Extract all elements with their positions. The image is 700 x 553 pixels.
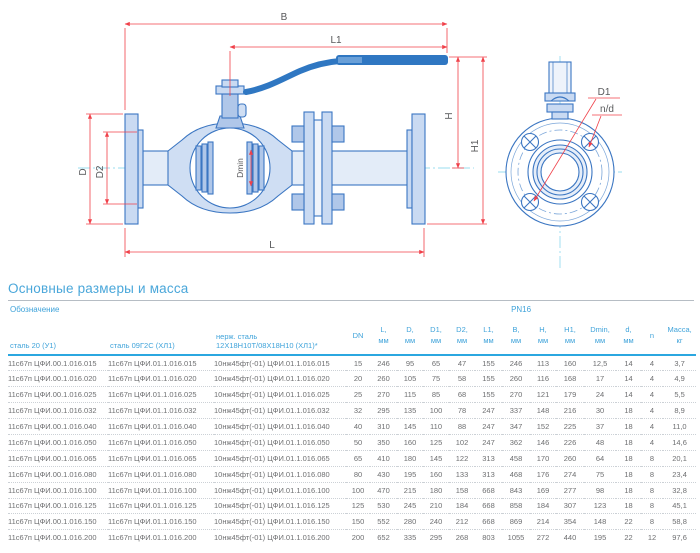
value-cell: 215 (397, 482, 423, 498)
designation-cell-3: 10нж45фт(-01) ЦФИ.01.1.016.040 (214, 419, 346, 435)
value-cell: 68 (449, 387, 475, 403)
value-cell: 310 (370, 419, 397, 435)
dim-column-header-2: D, мм (397, 318, 423, 355)
dim-column-header-12: Масса, кг (663, 318, 696, 355)
dn-cell: 125 (346, 498, 370, 514)
value-cell: 246 (377, 358, 390, 368)
value-cell: 260 (370, 371, 397, 387)
dim-label-B: B (280, 12, 288, 23)
designation-cell-1: 11с67п ЦФИ.00.1.016.020 (8, 371, 108, 387)
column-header-row (8, 318, 696, 355)
value-cell: 4 (641, 434, 663, 450)
table-body (8, 355, 696, 546)
value-cell: 18 (616, 498, 641, 514)
value-cell: 47 (457, 358, 467, 368)
value-cell: 22 (616, 514, 641, 530)
gasket (314, 120, 322, 216)
value-cell: 4 (641, 419, 663, 435)
designation-cell-3: 10нж45фт(-01) ЦФИ.01.1.016.150 (214, 514, 346, 530)
value-cell: 335 (397, 530, 423, 546)
value-cell: 668 (475, 498, 502, 514)
dn-cell: 50 (346, 434, 370, 450)
value-cell: 158 (449, 482, 475, 498)
value-cell: 48 (584, 434, 616, 450)
designation-cell-2: 11с67п ЦФИ.01.1.016.080 (108, 466, 214, 482)
designation-header: Обозначение (10, 305, 60, 314)
value-cell: 184 (449, 498, 475, 514)
value-cell: 14 (616, 387, 641, 403)
designation-cell-1: 11с67п ЦФИ.00.1.016.065 (8, 450, 108, 466)
value-cell: 14,6 (663, 434, 696, 450)
value-cell: 195 (584, 530, 616, 546)
value-cell: 295 (370, 403, 397, 419)
designation-cell-1: 11с67п ЦФИ.00.1.016.080 (8, 466, 108, 482)
designation-cell-1: 11с67п ЦФИ.00.1.016.100 (8, 482, 108, 498)
value-cell: 115 (397, 387, 423, 403)
valve-front-view (78, 55, 474, 224)
value-cell: 313 (475, 450, 502, 466)
value-cell: 8 (641, 482, 663, 498)
value-cell: 226 (556, 434, 584, 450)
value-cell: 168 (556, 371, 584, 387)
dim-column-header-7: H, мм (530, 318, 556, 355)
left-flange-raised-face (138, 130, 143, 208)
value-cell: 148 (530, 403, 556, 419)
table-row (8, 371, 696, 387)
designation-cell-2: 11с67п ЦФИ.01.1.016.020 (108, 371, 214, 387)
designation-cell-2: 11с67п ЦФИ.01.1.016.150 (108, 514, 214, 530)
value-cell: 440 (556, 530, 584, 546)
designation-cell-2: 11с67п ЦФИ.01.1.016.025 (108, 387, 214, 403)
value-cell: 347 (502, 419, 530, 435)
table-row (8, 434, 696, 450)
dim-label-L1: L1 (330, 35, 342, 46)
value-cell: 160 (423, 466, 449, 482)
value-cell: 4 (641, 371, 663, 387)
dim-label-H1: H1 (470, 139, 481, 153)
value-cell: 4 (649, 358, 655, 368)
value-cell: 270 (502, 387, 530, 403)
designation-cell-1: 11с67п ЦФИ.00.1.016.015 (8, 358, 97, 368)
value-cell: 274 (556, 466, 584, 482)
value-cell: 180 (397, 450, 423, 466)
value-cell: 75 (423, 371, 449, 387)
right-flange (412, 114, 425, 224)
value-cell: 362 (502, 434, 530, 450)
value-cell: 458 (502, 450, 530, 466)
value-cell: 18 (616, 466, 641, 482)
value-cell: 668 (475, 482, 502, 498)
value-cell: 65 (431, 358, 441, 368)
value-cell: 110 (423, 419, 449, 435)
designation-cell-1: 11с67п ЦФИ.00.1.016.050 (8, 434, 108, 450)
value-cell: 102 (449, 434, 475, 450)
value-cell: 98 (584, 482, 616, 498)
material-column-header-1: сталь 20 (У1) (8, 318, 108, 355)
value-cell: 18 (616, 434, 641, 450)
value-cell: 30 (584, 403, 616, 419)
value-cell: 123 (584, 498, 616, 514)
dim-column-header-3: D1, мм (423, 318, 449, 355)
value-cell: 240 (423, 514, 449, 530)
value-cell: 180 (423, 482, 449, 498)
value-cell: 152 (530, 419, 556, 435)
dn-cell: 20 (346, 371, 370, 387)
value-cell: 145 (397, 419, 423, 435)
table-row (8, 419, 696, 435)
value-cell: 212 (449, 514, 475, 530)
dim-column-header-10: d, мм (616, 318, 641, 355)
value-cell: 245 (397, 498, 423, 514)
dim-label-D1: D1 (597, 87, 611, 98)
designation-cell-3: 10нж45фт(-01) ЦФИ.01.1.016.032 (214, 403, 346, 419)
dim-label-L: L (269, 240, 275, 251)
designation-cell-3: 10нж45фт(-01) ЦФИ.01.1.016.200 (214, 530, 346, 546)
value-cell: 8,9 (663, 403, 696, 419)
pn-group-header: PN16 (511, 305, 532, 314)
dn-cell: 80 (346, 466, 370, 482)
dn-cell: 65 (346, 450, 370, 466)
designation-cell-2: 11с67п ЦФИ.01.1.016.050 (108, 434, 214, 450)
value-cell: 100 (423, 403, 449, 419)
designation-cell-2: 11с67п ЦФИ.01.1.016.040 (108, 419, 214, 435)
designation-cell-3: 10нж45фт(-01) ЦФИ.01.1.016.065 (214, 450, 346, 466)
value-cell: 148 (584, 514, 616, 530)
stem-lug (238, 104, 246, 117)
dn-cell: 150 (346, 514, 370, 530)
value-cell: 32,8 (663, 482, 696, 498)
designation-cell-1: 11с67п ЦФИ.00.1.016.150 (8, 514, 108, 530)
value-cell: 468 (502, 466, 530, 482)
dim-column-header-4: D2, мм (449, 318, 475, 355)
value-cell: 135 (397, 403, 423, 419)
side-stem (545, 62, 575, 119)
value-cell: 4 (641, 403, 663, 419)
value-cell: 652 (370, 530, 397, 546)
value-cell: 214 (530, 514, 556, 530)
designation-cell-2: 11с67п ЦФИ.01.1.016.100 (108, 482, 214, 498)
handle-grip-sleeve (338, 57, 362, 63)
value-cell: 179 (556, 387, 584, 403)
value-cell: 18 (616, 450, 641, 466)
designation-cell-1: 11с67п ЦФИ.00.1.016.125 (8, 498, 108, 514)
value-cell: 247 (475, 403, 502, 419)
value-cell: 37 (584, 419, 616, 435)
value-cell: 216 (556, 403, 584, 419)
value-cell: 95 (405, 358, 415, 368)
value-cell: 260 (556, 450, 584, 466)
value-cell: 18 (616, 482, 641, 498)
material-column-header-2: сталь 09Г2С (ХЛ1) (108, 318, 214, 355)
value-cell: 14 (624, 358, 633, 368)
value-cell: 277 (556, 482, 584, 498)
dim-column-header-6: B, мм (502, 318, 530, 355)
dimensions-table (8, 301, 696, 546)
table-row (8, 482, 696, 498)
value-cell: 22 (616, 530, 641, 546)
material-column-header-3: нерж. сталь 12Х18Н10Т/08Х18Н10 (ХЛ1)* (214, 318, 346, 355)
dim-column-header-5: L1, мм (475, 318, 502, 355)
value-cell: 113 (537, 358, 549, 368)
value-cell: 350 (370, 434, 397, 450)
value-cell: 88 (449, 419, 475, 435)
table-row (8, 530, 696, 546)
value-cell: 307 (556, 498, 584, 514)
dn-cell: 40 (346, 419, 370, 435)
value-cell: 8 (641, 514, 663, 530)
designation-cell-2: 11с67п ЦФИ.01.1.016.015 (108, 358, 197, 368)
designation-cell-2: 11с67п ЦФИ.01.1.016.065 (108, 450, 214, 466)
dim-label-D: D (78, 168, 89, 176)
value-cell: 210 (423, 498, 449, 514)
mid-flange-right (322, 112, 332, 224)
value-cell: 18 (616, 403, 641, 419)
dn-column-header: DN (346, 318, 370, 355)
value-cell: 58,8 (663, 514, 696, 530)
value-cell: 260 (502, 371, 530, 387)
value-cell: 45,1 (663, 498, 696, 514)
value-cell: 12,5 (592, 358, 608, 368)
designation-cell-3: 10нж45фт(-01) ЦФИ.01.1.016.015 (214, 358, 330, 368)
table-row (8, 514, 696, 530)
designation-cell-2: 11с67п ЦФИ.01.1.016.032 (108, 403, 214, 419)
stem (222, 94, 238, 118)
designation-cell-3: 10нж45фт(-01) ЦФИ.01.1.016.025 (214, 387, 346, 403)
value-cell: 4 (641, 387, 663, 403)
value-cell: 12 (641, 530, 663, 546)
table-row (8, 498, 696, 514)
value-cell: 280 (397, 514, 423, 530)
value-cell: 170 (530, 450, 556, 466)
dim-column-header-1: L, мм (370, 318, 397, 355)
designation-cell-3: 10нж45фт(-01) ЦФИ.01.1.016.100 (214, 482, 346, 498)
value-cell: 1055 (502, 530, 530, 546)
value-cell: 5,5 (663, 387, 696, 403)
value-cell: 858 (502, 498, 530, 514)
left-flange (125, 114, 138, 224)
value-cell: 337 (502, 403, 530, 419)
group-header-row (8, 301, 696, 318)
value-cell: 169 (530, 482, 556, 498)
dim-label-D2: D2 (95, 165, 106, 179)
dn-cell: 200 (346, 530, 370, 546)
designation-cell-3: 10нж45фт(-01) ЦФИ.01.1.016.080 (214, 466, 346, 482)
value-cell: 246 (509, 358, 523, 368)
designation-cell-2: 11с67п ЦФИ.01.1.016.125 (108, 498, 214, 514)
dim-label-Dmin: Dmin (235, 158, 245, 178)
value-cell: 14 (616, 371, 641, 387)
dn-cell: 15 (353, 358, 363, 368)
value-cell: 125 (423, 434, 449, 450)
value-cell: 146 (530, 434, 556, 450)
dn-cell: 100 (346, 482, 370, 498)
value-cell: 97,6 (663, 530, 696, 546)
value-cell: 18 (616, 419, 641, 435)
designation-cell-3: 10нж45фт(-01) ЦФИ.01.1.016.125 (214, 498, 346, 514)
value-cell: 64 (584, 450, 616, 466)
value-cell: 85 (423, 387, 449, 403)
table-row (8, 387, 696, 403)
value-cell: 313 (475, 466, 502, 482)
value-cell: 23,4 (663, 466, 696, 482)
designation-cell-3: 10нж45фт(-01) ЦФИ.01.1.016.020 (214, 371, 346, 387)
value-cell: 121 (530, 387, 556, 403)
value-cell: 24 (584, 387, 616, 403)
value-cell: 160 (563, 358, 577, 368)
value-cell: 155 (475, 371, 502, 387)
value-cell: 176 (530, 466, 556, 482)
value-cell: 145 (423, 450, 449, 466)
dim-label-H: H (444, 112, 455, 120)
value-cell: 247 (475, 434, 502, 450)
value-cell: 530 (370, 498, 397, 514)
value-cell: 17 (584, 371, 616, 387)
value-cell: 116 (530, 371, 556, 387)
value-cell: 8 (641, 498, 663, 514)
dn-cell: 32 (346, 403, 370, 419)
dn-cell: 25 (346, 387, 370, 403)
value-cell: 133 (449, 466, 475, 482)
value-cell: 122 (449, 450, 475, 466)
value-cell: 184 (530, 498, 556, 514)
value-cell: 11,0 (663, 419, 696, 435)
value-cell: 4,9 (663, 371, 696, 387)
value-cell: 8 (641, 466, 663, 482)
value-cell: 58 (449, 371, 475, 387)
value-cell: 155 (482, 358, 495, 368)
designation-cell-1: 11с67п ЦФИ.00.1.016.040 (8, 419, 108, 435)
value-cell: 105 (397, 371, 423, 387)
mid-flange-left (304, 112, 314, 224)
dim-column-header-8: H1, мм (556, 318, 584, 355)
designation-cell-1: 11с67п ЦФИ.00.1.016.032 (8, 403, 108, 419)
designation-cell-1: 11с67п ЦФИ.00.1.016.200 (8, 530, 108, 546)
value-cell: 272 (530, 530, 556, 546)
designation-cell-2: 11с67п ЦФИ.01.1.016.200 (108, 530, 214, 546)
value-cell: 160 (397, 434, 423, 450)
table-row (8, 355, 696, 371)
table-row (8, 403, 696, 419)
value-cell: 354 (556, 514, 584, 530)
value-cell: 843 (502, 482, 530, 498)
designation-cell-3: 10нж45фт(-01) ЦФИ.01.1.016.050 (214, 434, 346, 450)
value-cell: 155 (475, 387, 502, 403)
value-cell: 3,7 (674, 358, 685, 368)
dim-column-header-11: n (641, 318, 663, 355)
value-cell: 295 (423, 530, 449, 546)
value-cell: 20,1 (663, 450, 696, 466)
designation-cell-1: 11с67п ЦФИ.00.1.016.025 (8, 387, 108, 403)
dim-column-header-9: Dmin, мм (584, 318, 616, 355)
table-row (8, 466, 696, 482)
value-cell: 668 (475, 514, 502, 530)
section-title: Основные размеры и масса (8, 281, 189, 296)
table-row (8, 450, 696, 466)
value-cell: 268 (449, 530, 475, 546)
value-cell: 8 (641, 450, 663, 466)
value-cell: 78 (449, 403, 475, 419)
right-flange-raised-face (407, 130, 412, 208)
value-cell: 430 (370, 466, 397, 482)
value-cell: 225 (556, 419, 584, 435)
value-cell: 75 (584, 466, 616, 482)
value-cell: 270 (370, 387, 397, 403)
value-cell: 552 (370, 514, 397, 530)
handle-arm (246, 61, 340, 92)
value-cell: 195 (397, 466, 423, 482)
dim-label-nd: n/d (600, 104, 614, 115)
value-cell: 470 (370, 482, 397, 498)
value-cell: 410 (370, 450, 397, 466)
value-cell: 869 (502, 514, 530, 530)
value-cell: 803 (475, 530, 502, 546)
value-cell: 247 (475, 419, 502, 435)
